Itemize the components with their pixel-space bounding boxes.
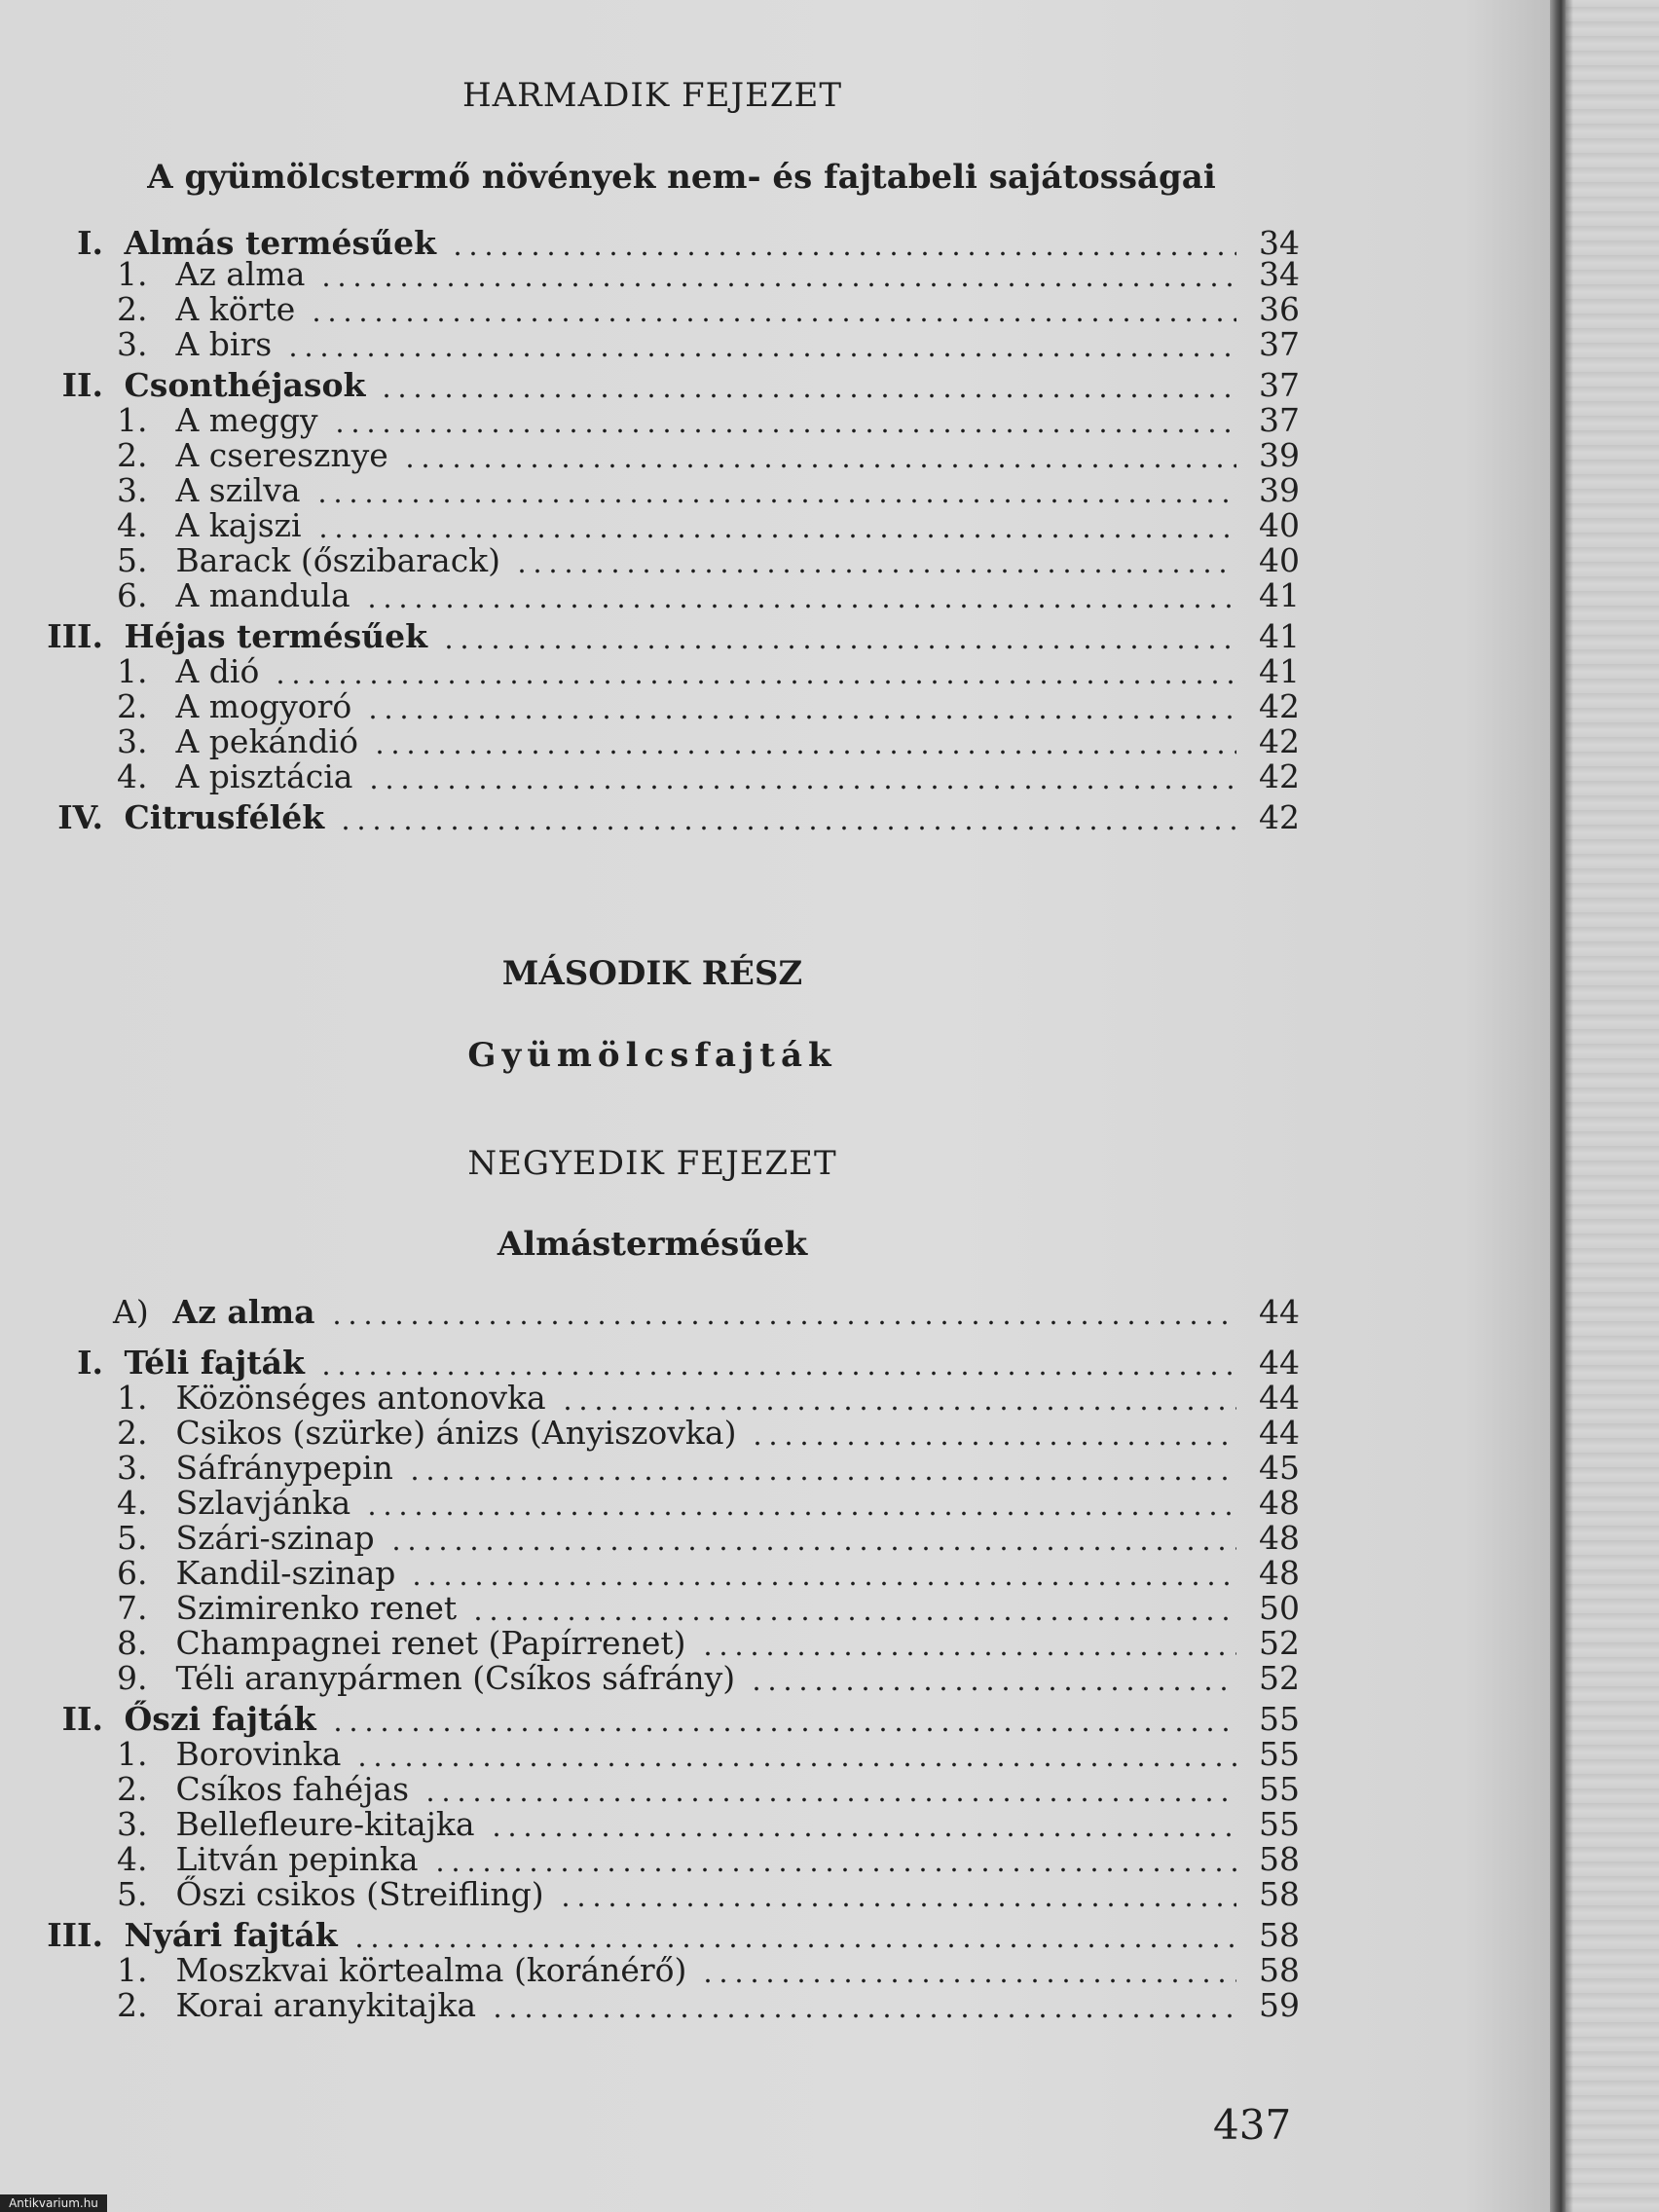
- toc-entry-number: 4.: [117, 1484, 148, 1522]
- toc-entry-title: Borovinka: [166, 1735, 342, 1773]
- dot-leader: [514, 569, 1236, 573]
- toc-entry: [39, 543, 1300, 578]
- toc-entry-page: 44: [1259, 1344, 1300, 1382]
- toc-entry-page: 42: [1259, 798, 1300, 836]
- toc-entry-title: A cseresznye: [166, 436, 388, 474]
- dot-leader: [750, 1441, 1236, 1446]
- toc-entry: [39, 508, 1300, 543]
- toc-entry-number: 2.: [117, 1986, 148, 2024]
- dot-leader: [379, 393, 1236, 398]
- toc-entry-page: 40: [1259, 541, 1300, 579]
- dot-leader: [490, 2013, 1236, 2018]
- toc-entry-number: 3.: [117, 471, 148, 509]
- toc-entry-page: 41: [1259, 652, 1300, 690]
- toc-entry-title: Litván pepinka: [166, 1840, 419, 1878]
- toc-entry-page: 42: [1259, 722, 1300, 760]
- toc-entry-number: IV.: [57, 798, 103, 836]
- dot-leader: [402, 463, 1236, 468]
- toc-entry-page: 55: [1259, 1770, 1300, 1808]
- dot-leader: [700, 1978, 1236, 1983]
- toc-entry-number: 3.: [117, 1449, 148, 1487]
- toc-entry: [39, 1988, 1300, 2023]
- toc-entry: [39, 1807, 1300, 1842]
- toc-entry-title: A körte: [166, 290, 296, 328]
- toc-entry-page: 39: [1259, 471, 1300, 509]
- toc-entry-number: I.: [77, 1344, 103, 1382]
- toc-entry-page: 48: [1259, 1519, 1300, 1557]
- part2-subtitle: Gyümölcsfajták: [467, 1036, 837, 1075]
- dot-leader: [450, 251, 1236, 256]
- toc-entry: [39, 292, 1300, 327]
- toc-entry-page: 41: [1259, 576, 1300, 614]
- toc-entry-title: A mogyoró: [166, 687, 352, 725]
- toc-entry-title: Citrusfélék: [113, 798, 325, 836]
- toc-entry-number: 4.: [117, 506, 148, 544]
- chapter3-title: HARMADIK FEJEZET: [461, 76, 843, 115]
- toc-entry-title: Bellefleure-kitajka: [166, 1805, 475, 1843]
- toc-entry: [39, 619, 1300, 654]
- toc-entry-page: 37: [1259, 401, 1300, 439]
- toc-entry-title: Kandil-szinap: [166, 1554, 396, 1592]
- dot-leader: [423, 1797, 1236, 1802]
- toc-entry: [39, 473, 1300, 508]
- toc-entry-title: Közönséges antonovka: [166, 1379, 546, 1417]
- chapter4-subtitle: Almástermésűek: [497, 1225, 808, 1264]
- toc-entry-page: 45: [1259, 1449, 1300, 1487]
- toc-entry-number: 6.: [117, 1554, 148, 1592]
- page-edge: [1550, 0, 1566, 2212]
- dot-leader: [364, 1511, 1236, 1516]
- toc-entry-page: 41: [1259, 617, 1300, 655]
- page-number: 437: [1213, 2101, 1292, 2149]
- toc-entry-number: 1.: [117, 401, 148, 439]
- toc-entry-number: 8.: [117, 1624, 148, 1662]
- toc-entry: [39, 438, 1300, 473]
- fold-shadow: [1566, 0, 1573, 2212]
- toc-entry-page: 50: [1259, 1589, 1300, 1627]
- toc-entry-number: 2.: [117, 436, 148, 474]
- toc-entry-title: Nyári fajták: [113, 1916, 338, 1954]
- toc-entry-page: 44: [1259, 1379, 1300, 1417]
- dot-leader: [560, 1406, 1236, 1411]
- toc-entry-title: Champagnei renet (Papírrenet): [166, 1624, 686, 1662]
- part2-title: MÁSODIK RÉSZ: [501, 954, 803, 993]
- toc-entry-number: III.: [47, 617, 103, 655]
- toc-entry-page: 39: [1259, 436, 1300, 474]
- toc-entry-title: A mandula: [166, 576, 350, 614]
- toc-entry-title: Őszi fajták: [113, 1700, 316, 1738]
- toc-entry-number: 1.: [117, 652, 148, 690]
- toc-entry: [39, 1346, 1300, 1381]
- dot-leader: [700, 1651, 1237, 1656]
- dot-leader: [388, 1546, 1236, 1551]
- toc-entry-number: 1.: [117, 1735, 148, 1773]
- toc-entry-title: Az alma: [162, 1293, 315, 1331]
- dot-leader: [329, 1320, 1236, 1325]
- toc-entry-number: 4.: [117, 1840, 148, 1878]
- toc-entry-number: 2.: [117, 290, 148, 328]
- toc-entry-title: A szilva: [166, 471, 301, 509]
- toc-entry-number: 4.: [117, 757, 148, 795]
- dot-leader: [318, 282, 1236, 287]
- toc-entry-number: III.: [47, 1916, 103, 1954]
- toc-entry: [39, 1842, 1300, 1877]
- toc-entry-page: 55: [1259, 1700, 1300, 1738]
- toc-entry-page: 58: [1259, 1875, 1300, 1913]
- dot-leader: [409, 1581, 1236, 1586]
- toc-entry-page: 44: [1259, 1293, 1300, 1331]
- toc-entry-number: 1.: [117, 1951, 148, 1989]
- toc-entry: [39, 1591, 1300, 1626]
- toc-entry-number: 1.: [117, 255, 148, 293]
- toc-entry-number: II.: [61, 366, 103, 404]
- toc-entry: [39, 1451, 1300, 1486]
- toc-entry: [39, 578, 1300, 613]
- dot-leader: [407, 1476, 1236, 1481]
- toc-entry-page: 42: [1259, 687, 1300, 725]
- toc-entry-title: Héjas termésűek: [113, 617, 428, 655]
- next-page-edge: [1566, 0, 1659, 2212]
- toc-entry: [39, 1486, 1300, 1521]
- toc-entry-title: A kajszi: [166, 506, 302, 544]
- toc-entry-page: 34: [1259, 255, 1300, 293]
- toc-entry: [39, 654, 1300, 689]
- toc-entry-number: 9.: [117, 1659, 148, 1697]
- toc-entry-title: Sáfránypepin: [166, 1449, 393, 1487]
- toc-entry-page: 37: [1259, 325, 1300, 363]
- chapter4-title: NEGYEDIK FEJEZET: [467, 1144, 837, 1183]
- toc-entry-title: Barack (őszibarack): [166, 541, 501, 579]
- toc-entry-number: A): [113, 1293, 149, 1331]
- toc-entry-title: A dió: [166, 652, 260, 690]
- toc-entry-title: Szimirenko renet: [166, 1589, 458, 1627]
- watermark: Antikvarium.hu: [0, 2194, 107, 2212]
- toc-entry-number: 2.: [117, 1414, 148, 1452]
- toc-entry: [39, 1953, 1300, 1988]
- dot-leader: [366, 785, 1236, 790]
- dot-leader: [558, 1902, 1236, 1907]
- toc-entry: [39, 1626, 1300, 1661]
- toc-entry: [39, 1918, 1300, 1953]
- dot-leader: [338, 826, 1236, 830]
- toc-entry: [39, 403, 1300, 438]
- toc-entry-title: Téli aranypármen (Csíkos sáfrány): [166, 1659, 736, 1697]
- toc-entry-page: 40: [1259, 506, 1300, 544]
- dot-leader: [365, 715, 1236, 719]
- toc-entry-title: A pisztácia: [166, 757, 353, 795]
- dot-leader: [441, 645, 1236, 649]
- dot-leader: [314, 498, 1236, 503]
- toc-entry-title: Almás termésűek: [113, 224, 436, 262]
- toc-entry-number: 5.: [117, 541, 148, 579]
- chapter3-subtitle: A gyümölcstermő növények nem- és fajtabeli sajátosságai: [147, 158, 1216, 197]
- toc-entry-page: 44: [1259, 1414, 1300, 1452]
- toc-entry-page: 58: [1259, 1916, 1300, 1954]
- toc-entry-title: Az alma: [166, 255, 306, 293]
- toc-entry-number: 2.: [117, 1770, 148, 1808]
- dot-leader: [330, 1727, 1236, 1732]
- dot-leader: [332, 428, 1236, 433]
- toc-entry-number: 6.: [117, 576, 148, 614]
- toc-entry-title: A birs: [166, 325, 273, 363]
- toc-entry: [39, 257, 1300, 292]
- toc-entry-page: 48: [1259, 1554, 1300, 1592]
- toc-entry-number: 1.: [117, 1379, 148, 1417]
- toc-entry-title: Csonthéjasok: [113, 366, 366, 404]
- dot-leader: [273, 680, 1236, 684]
- toc-entry-title: Szlavjánka: [166, 1484, 351, 1522]
- toc-entry-number: 3.: [117, 1805, 148, 1843]
- dot-leader: [749, 1686, 1236, 1691]
- toc-entry: [39, 368, 1300, 403]
- toc-entry-title: Téli fajták: [113, 1344, 305, 1382]
- toc-entry: [39, 800, 1300, 835]
- toc-entry-number: 3.: [117, 722, 148, 760]
- toc-entry: [39, 1702, 1300, 1737]
- toc-entry-title: Moszkvai körtealma (koránérő): [166, 1951, 687, 1989]
- toc-entry-page: 59: [1259, 1986, 1300, 2024]
- dot-leader: [315, 534, 1236, 538]
- dot-leader: [309, 317, 1236, 322]
- dot-leader: [354, 1762, 1236, 1767]
- toc-entry-page: 58: [1259, 1840, 1300, 1878]
- toc-entry-page: 55: [1259, 1735, 1300, 1773]
- dot-leader: [470, 1616, 1236, 1621]
- toc-entry-page: 48: [1259, 1484, 1300, 1522]
- toc-entry-number: 2.: [117, 687, 148, 725]
- toc-entry-page: 37: [1259, 366, 1300, 404]
- dot-leader: [351, 1943, 1236, 1948]
- toc-entry: [39, 327, 1300, 362]
- toc-entry-number: 5.: [117, 1519, 148, 1557]
- toc-entry-number: II.: [61, 1700, 103, 1738]
- dot-leader: [318, 1371, 1236, 1376]
- dot-leader: [489, 1832, 1236, 1837]
- dot-leader: [364, 604, 1236, 608]
- toc-entry-title: A pekándió: [166, 722, 358, 760]
- toc-entry: [39, 1416, 1300, 1451]
- toc-entry: [39, 1661, 1300, 1696]
- toc-entry: [39, 759, 1300, 794]
- toc-entry-page: 58: [1259, 1951, 1300, 1989]
- toc-entry: [39, 1737, 1300, 1772]
- toc-entry-title: Csíkos fahéjas: [166, 1770, 410, 1808]
- toc-entry-page: 52: [1259, 1659, 1300, 1697]
- toc-entry-title: A meggy: [166, 401, 318, 439]
- toc-entry: [39, 1772, 1300, 1807]
- toc-entry: [39, 1877, 1300, 1912]
- toc-entry-page: 52: [1259, 1624, 1300, 1662]
- toc-entry-title: Csikos (szürke) ánizs (Anyiszovka): [166, 1414, 737, 1452]
- toc-entry: [39, 1521, 1300, 1556]
- dot-leader: [432, 1867, 1236, 1872]
- dot-leader: [372, 750, 1236, 755]
- toc-entry-page: 34: [1259, 224, 1300, 262]
- toc-entry: [39, 1556, 1300, 1591]
- toc-entry: [39, 724, 1300, 759]
- toc-entry-number: 7.: [117, 1589, 148, 1627]
- toc-entry: [39, 1295, 1300, 1330]
- toc-entry-title: Korai aranykitajka: [166, 1986, 477, 2024]
- toc-entry-title: Szári-szinap: [166, 1519, 375, 1557]
- toc-entry-page: 42: [1259, 757, 1300, 795]
- dot-leader: [285, 352, 1236, 357]
- toc-entry: [39, 689, 1300, 724]
- toc-entry: [39, 1381, 1300, 1416]
- toc-entry-number: I.: [77, 224, 103, 262]
- toc-entry-number: 3.: [117, 325, 148, 363]
- toc-entry-number: 5.: [117, 1875, 148, 1913]
- toc-entry-title: Őszi csikos (Streifling): [166, 1875, 544, 1913]
- toc-entry-page: 36: [1259, 290, 1300, 328]
- toc-entry-page: 55: [1259, 1805, 1300, 1843]
